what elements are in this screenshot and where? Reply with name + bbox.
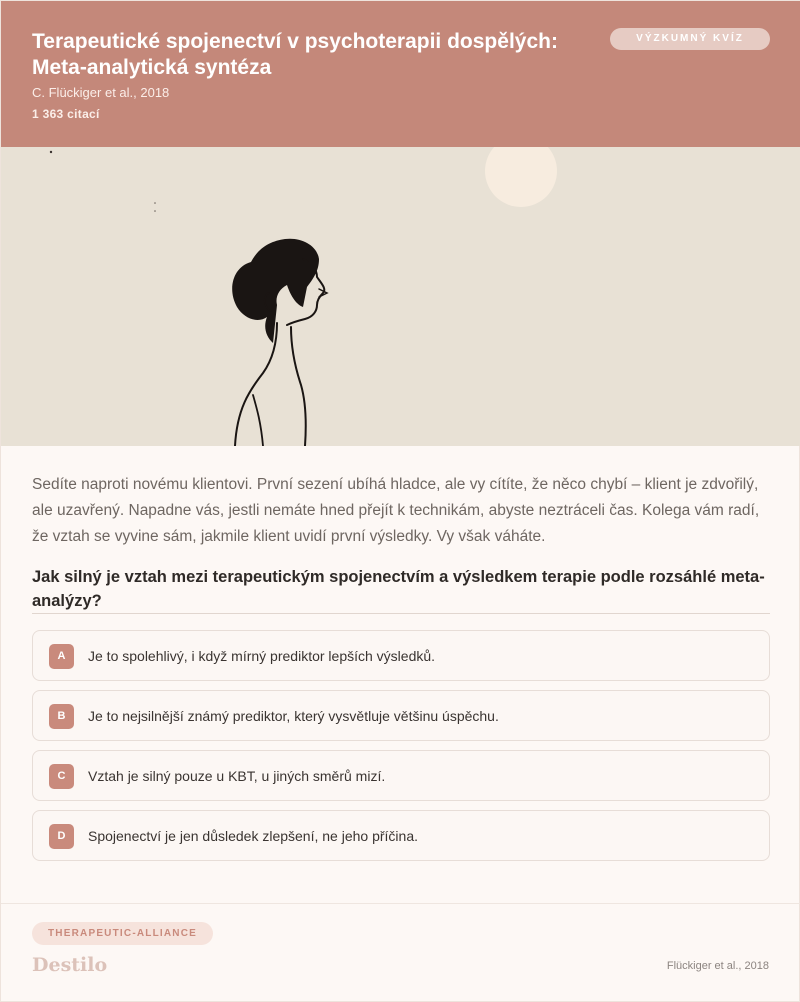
option-letter: B	[49, 704, 74, 729]
option-text: Je to spolehlivý, i když mírný prediktor lepších výsledků.	[88, 648, 436, 664]
paper-title: Terapeutické spojenectví v psychoterapii dospělých: Meta-analytická syntéza	[32, 30, 558, 79]
footer-citation: Flückiger et al., 2018	[666, 960, 769, 972]
option-letter: C	[49, 764, 74, 789]
header	[1, 1, 800, 147]
option-b[interactable]	[32, 690, 770, 741]
option-letter: A	[49, 644, 74, 669]
option-letter: D	[49, 824, 74, 849]
option-text: Je to nejsilnější známý prediktor, který vysvětluje většinu úspěchu.	[88, 708, 499, 724]
question-divider	[32, 613, 770, 614]
citation-count: 1 363 citací	[32, 107, 100, 121]
scenario-text: Sedíte naproti novému klientovi. První sezení ubíhá hladce, ale vy cítíte, že něco chybí – klient je zdvořilý, ale uzavřený. Napadne vás, jestli nemáte hned přejít k technikám, abyste neztráceli čas. Kolega vám radí, že vztah se vyvine sám, jakmile klient uvidí první výsledky. Vy však váháte.	[32, 476, 760, 545]
option-c[interactable]	[32, 750, 770, 801]
illustration	[1, 147, 800, 446]
topic-tag[interactable]: THERAPEUTIC-ALLIANCE	[32, 922, 213, 945]
quiz-badge: VÝZKUMNÝ KVÍZ	[610, 28, 770, 50]
footer-divider	[1, 903, 800, 904]
paper-author: C. Flückiger et al., 2018	[32, 85, 170, 100]
option-d[interactable]	[32, 810, 770, 861]
woman-profile-illustration	[1, 147, 800, 446]
option-a[interactable]	[32, 630, 770, 681]
option-text: Vztah je silný pouze u KBT, u jiných směrů mizí.	[88, 768, 386, 784]
option-text: Spojenectví je jen důsledek zlepšení, ne jeho příčina.	[88, 828, 418, 844]
question-text: Jak silný je vztah mezi terapeutickým spojenectvím a výsledkem terapie podle rozsáhlé meta-analýzy?	[32, 568, 765, 610]
brand-logo: Destilo	[32, 954, 108, 976]
